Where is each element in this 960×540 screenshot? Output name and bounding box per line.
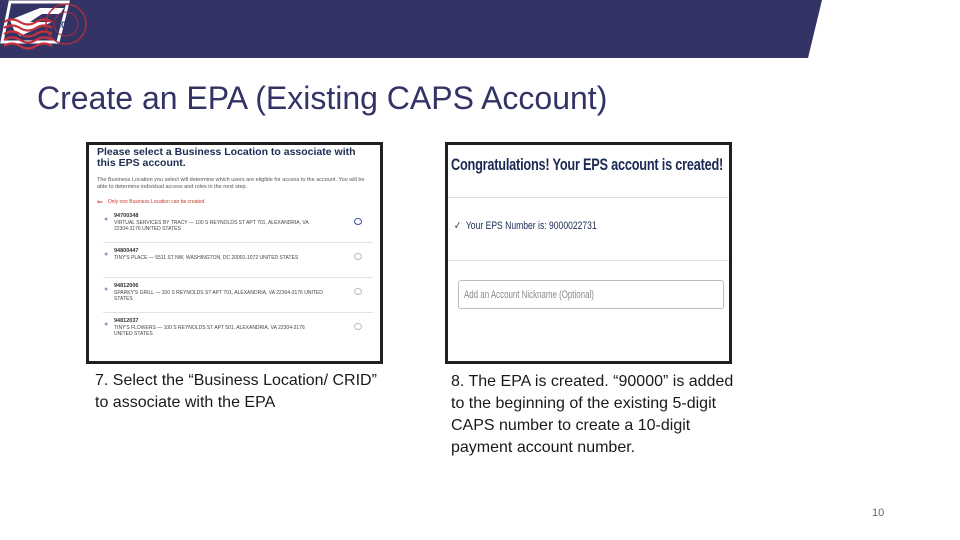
location-address: TINY'S FLOWERS — 100 S REYNOLDS ST APT 501, ALEXANDRIA, VA 22304-3176 UNITED STATES: [114, 325, 305, 337]
location-list: [93, 208, 377, 347]
account-nickname-placeholder: Add an Account Nickname (Optional): [464, 289, 594, 301]
warning-text: Only one Business Location can be created.: [107, 199, 206, 205]
location-address: VIRTUAL SERVICES BY TRACY — 100 S REYNOLDS ST APT 701, ALEXANDRIA, VA 22304-3176 UNITED STATES: [114, 220, 309, 232]
single-location-warning: [97, 198, 377, 206]
location-item[interactable]: [103, 313, 373, 347]
divider: [448, 197, 729, 198]
page-title: Create an EPA (Existing CAPS Account): [37, 80, 608, 116]
location-item[interactable]: [103, 278, 373, 313]
location-address: TINY'S PLACE — 5511 ST NW, WASHINGTON, DC 20001-1072 UNITED STATES: [114, 255, 299, 261]
map-pin-icon: ●: [104, 321, 109, 328]
divider: [448, 260, 729, 261]
business-location-screenshot: [86, 142, 383, 364]
location-crid: 94800447: [114, 248, 139, 254]
arrow-left-icon: ⇐: [97, 199, 103, 206]
location-crid: 94812006: [114, 283, 139, 289]
location-radio[interactable]: [354, 288, 362, 295]
location-radio[interactable]: [354, 323, 362, 330]
eps-number-row: [454, 219, 597, 232]
eps-created-screenshot: [445, 142, 732, 364]
map-pin-icon: ●: [104, 286, 109, 293]
map-pin-icon: ●: [104, 251, 109, 258]
location-crid: 94700348: [114, 213, 139, 219]
header-bar-shape: [0, 0, 960, 58]
step8-caption: 8. The EPA is created. “90000” is added to the beginning of the existing 5-digit CAPS number to create a 10-digit payment account number.: [451, 373, 734, 456]
stamp-year: 2017: [55, 20, 77, 30]
eps-number-text: Your EPS Number is: 9000022731: [465, 220, 597, 232]
page-number: 10: [872, 507, 885, 519]
location-address: SPARKY'S GRILL — 100 S REYNOLDS ST APT 701, ALEXANDRIA, VA 22304-3176 UNITED STATES: [114, 290, 323, 302]
location-item[interactable]: [103, 243, 373, 278]
header-bar: [0, 0, 960, 58]
postmark-stamp-icon: [0, 0, 96, 52]
confirmation-heading: Congratulations! Your EPS account is created!: [451, 155, 724, 174]
account-nickname-input[interactable]: [458, 280, 724, 309]
location-radio[interactable]: [354, 218, 362, 225]
location-item[interactable]: [103, 208, 373, 243]
step7-caption: 7. Select the “Business Location/ CRID” to associate with the EPA: [95, 372, 377, 411]
screenshot-description: The Business Location you select will determine which users are eligible for access to the account. You will be able to determine individual access and roles in the next step.: [97, 177, 365, 190]
screenshot-heading: Please select a Business Location to associate with this EPS account.: [97, 146, 356, 169]
map-pin-icon: ●: [104, 216, 109, 223]
checkmark-icon: ✓: [454, 220, 462, 232]
location-radio[interactable]: [354, 253, 362, 260]
location-crid: 94812037: [114, 318, 139, 324]
